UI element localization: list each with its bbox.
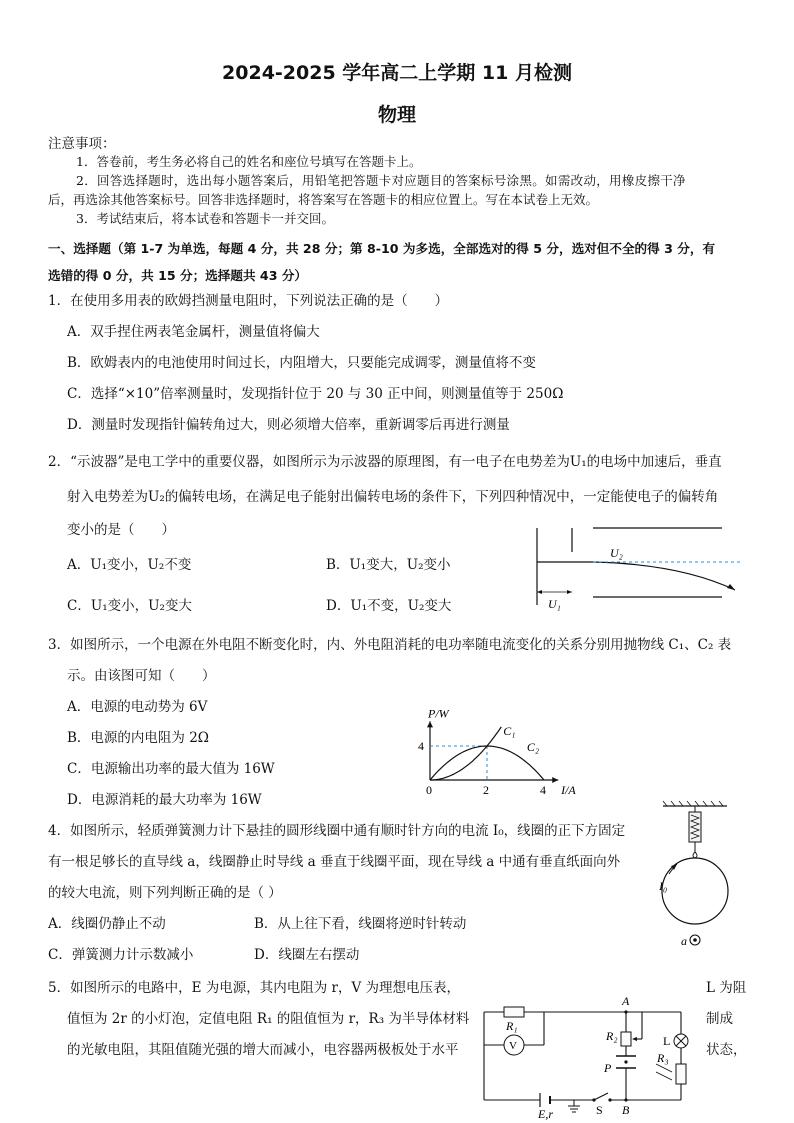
switch-label: S [596,1103,603,1117]
power-current-chart [410,680,600,800]
q3-stem-1: 3．如图所示，一个电源在外电阻不断变化时，内、外电阻消耗的电功率随电流变化的关系分别用抛物线 C₁、C₂ 表 [48,637,732,653]
q5-stem-3: 的光敏电阻，其阻值随光强的增大而减小，电容器两极板处于水平 [67,1042,459,1058]
node-a-label: A [622,994,630,1008]
r3-label: R₃ [657,1051,669,1065]
r1-label: R₁ [506,1019,518,1033]
q5-stem-1: 5．如图所示的电路中，E 为电源，其内电阻为 r，V 为理想电压表， [48,980,461,996]
series-c1-label: C₁ [503,723,516,738]
i0-label: I₀ [659,879,668,893]
q3-option-b: B．电源的内电阻为 2Ω [67,730,209,746]
spring-coil-diagram [655,800,735,950]
q2-option-c: C．U₁变小，U₂变大 [67,598,192,614]
note-1: 1．答卷前，考生务必将自己的姓名和座位号填写在答题卡上。 [76,154,422,169]
exam-subject: 物理 [377,104,416,126]
p-label: P [604,1061,612,1075]
battery-label: E,r [538,1107,553,1121]
note-3: 3．考试结束后，将本试卷和答题卡一并交回。 [76,211,334,226]
q3-option-d: D．电源消耗的最大功率为 16W [67,792,262,808]
section-header-line1: 一、选择题（第 1-7 为单选，每题 4 分，共 28 分；第 8-10 为多选，全部选对的得 5 分，选对但不全的得 3 分，有 [48,241,716,256]
q4-option-d: D．线圈左右摆动 [254,947,360,963]
y-axis-label: P/W [428,706,449,721]
u1-label: U₁ [548,597,561,611]
q1-option-d: D．测量时发现指针偏转角过大，则必须增大倍率，重新调零后再进行测量 [67,417,510,433]
voltmeter-label: V [509,1040,517,1052]
series-c2-label: C₂ [526,739,540,754]
q5-stem-3-right: 状态， [706,1042,747,1058]
x-tick-0: 0 [426,783,432,797]
q4-stem-3: 的较大电流，则下列判断正确的是（ ） [48,885,282,901]
wire-a-label: a [681,934,687,948]
note-2b: 后，再选涂其他答案标号。回答非选择题时，将答案写在答题卡的相应位置上。写在本试卷上无效。 [48,192,599,207]
q1-option-a: A．双手捏住两表笔金属杆，测量值将偏大 [67,324,320,340]
q3-option-a: A．电源的电动势为 6V [67,699,208,715]
q4-option-a: A．线圈仍静止不动 [48,916,166,932]
q4-option-b: B．从上往下看，线圈将逆时针转动 [254,916,467,932]
x-tick-4: 4 [540,783,546,797]
q4-stem-2: 有一根足够长的直导线 a，线圈静止时导线 a 垂直于线圈平面，现在导线 a 中通有垂直纸面向外 [48,854,621,870]
x-axis-arrow [552,777,558,783]
note-2a: 2．回答选择题时，选出每小题答案后，用铅笔把答题卡对应题目的答案标号涂黑。如需改动，用橡皮擦干净 [76,173,686,188]
q2-stem-1: 2．“示波器”是电工学中的重要仪器，如图所示为示波器的原理图，有一电子在电势差为U₁的电场中加速后，垂直 [48,454,722,470]
notes-heading: 注意事项： [48,136,116,152]
exam-title: 2024-2025 学年高二上学期 11 月检测 [222,62,572,84]
y-axis-arrow [427,721,433,727]
q4-stem-1: 4．如图所示，轻质弹簧测力计下悬挂的圆形线圈中通有顺时针方向的电流 I₀，线圈的正下方固定 [48,823,626,839]
r2-label: R₂ [606,1029,618,1043]
oscilloscope-diagram [530,520,745,615]
q2-option-a: A．U₁变小，U₂不变 [67,557,192,573]
q3-stem-2: 示。由该图可知（ ） [67,668,216,684]
u2-label: U₂ [610,546,623,560]
circuit-diagram [476,992,701,1121]
q2-stem-2: 射入电势差为U₂的偏转电场，在满足电子能射出偏转电场的条件下，下列四种情况中，一定能使电子的偏转角 [67,489,719,505]
q2-stem-3: 变小的是（ ） [67,522,175,538]
lamp-label: L [663,1034,671,1048]
q5-stem-2: 值恒为 2r 的小灯泡，定值电阻 R₁ 的阻值恒为 r，R₃ 为半导体材料 [67,1011,470,1027]
q2-option-d: D．U₁不变，U₂变大 [326,598,452,614]
q5-stem-1-right: L 为阻 [706,980,747,996]
series-c1-line [430,727,501,780]
y-tick-4: 4 [418,739,424,753]
q1-option-b: B．欧姆表内的电池使用时间过长，内阻增大，只要能完成调零，测量值将不变 [67,355,536,371]
q1-option-c: C．选择“×10”倍率测量时，发现指针位于 20 与 30 正中间，则测量值等于 250Ω [67,386,564,402]
x-tick-2: 2 [483,783,489,797]
q2-option-b: B．U₁变大，U₂变小 [326,557,451,573]
q3-option-c: C．电源输出功率的最大值为 16W [67,761,275,777]
q4-option-c: C．弹簧测力计示数减小 [48,947,194,963]
node-b-label: B [622,1103,630,1117]
section-header-line2: 选错的得 0 分，共 15 分；选择题共 43 分） [48,268,308,283]
x-axis-label: I/A [561,783,576,797]
q1-stem: 1．在使用多用表的欧姆挡测量电阻时，下列说法正确的是（ ） [48,293,449,309]
q5-stem-2-right: 制成 [706,1011,733,1027]
